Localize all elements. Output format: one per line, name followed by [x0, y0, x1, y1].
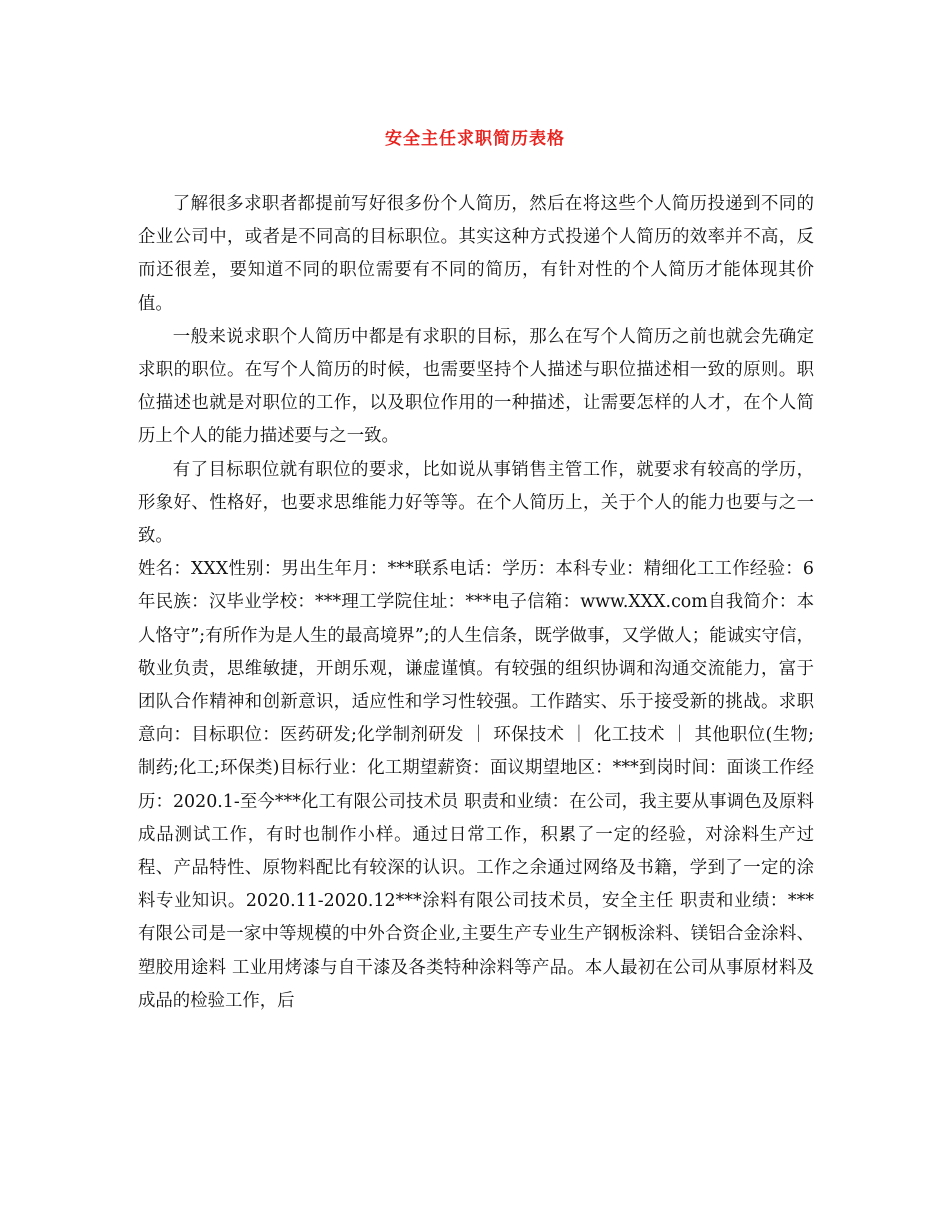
document-title: 安全主任求职简历表格 — [385, 129, 565, 149]
intro-paragraph-1: 了解很多求职者都提前写好很多份个人简历，然后在将这些个人简历投递到不同的企业公司中，或者是不同高的目标职位。其实这种方式投递个人简历的效率并不高，反而还很差，要知道不同的职位需要有不同的简历，有针对性的个人简历才能体现其价值。 — [138, 194, 814, 314]
intro-paragraph-2: 一般来说求职个人简历中都是有求职的目标，那么在写个人简历之前也就会先确定求职的职位。在写个人简历的时候，也需要坚持个人描述与职位描述相一致的原则。职位描述也就是对职位的工作，以及职位作用的一种描述，让需要怎样的人才，在个人简历上个人的能力描述要与之一致。 — [138, 326, 814, 447]
document-body — [138, 188, 814, 1018]
resume-details: 姓名：XXX性别：男出生年月：***联系电话：学历：本科专业：精细化工工作经验：6年民族：汉毕业学校：***理工学院住址：***电子信箱：www.XXX.com自我简介：本人恪守”;有所作为是人生的最高境界”;的人生信条，既学做事，又学做人；能诚实守信，敬业负责，思维敏捷，开朗乐观，谦虚谨慎。有较强的组织协调和沟通交流能力，富于团队合作精神和创新意识，适应性和学习性较强。工作踏实、乐于接受新的挑战。求职意向：目标职位：医药研发;化学制剂研发 ｜ 环保技术 ｜ 化工技术 ｜ 其他职位(生物;制药;化工;环保类)目标行业：化工期望薪资：面议期望地区：***到岗时间：面谈工作经历：2020.1-至今***化工有限公司技术员 职责和业绩：在公司，我主要从事调色及原料成品测试工作，有时也制作小样。通过日常工作，积累了一定的经验，对涂料生产过程、产品特性、原物料配比有较深的认识。工作之余通过网络及书籍，学到了一定的涂料专业知识。2020.11-2020.12***涂料有限公司技术员，安全主任 职责和业绩：***有限公司是一家中等规模的中外合资企业,主要生产专业生产钢板涂料、镁铝合金涂料、塑胶用途料 工业用烤漆与自干漆及各类特种涂料等产品。本人最初在公司从事原材料及成品的检验工作，后 — [138, 559, 814, 1011]
intro-paragraph-3: 有了目标职位就有职位的要求，比如说从事销售主管工作，就要求有较高的学历，形象好、性格好，也要求思维能力好等等。在个人简历上，关于个人的能力也要与之一致。 — [138, 459, 814, 547]
